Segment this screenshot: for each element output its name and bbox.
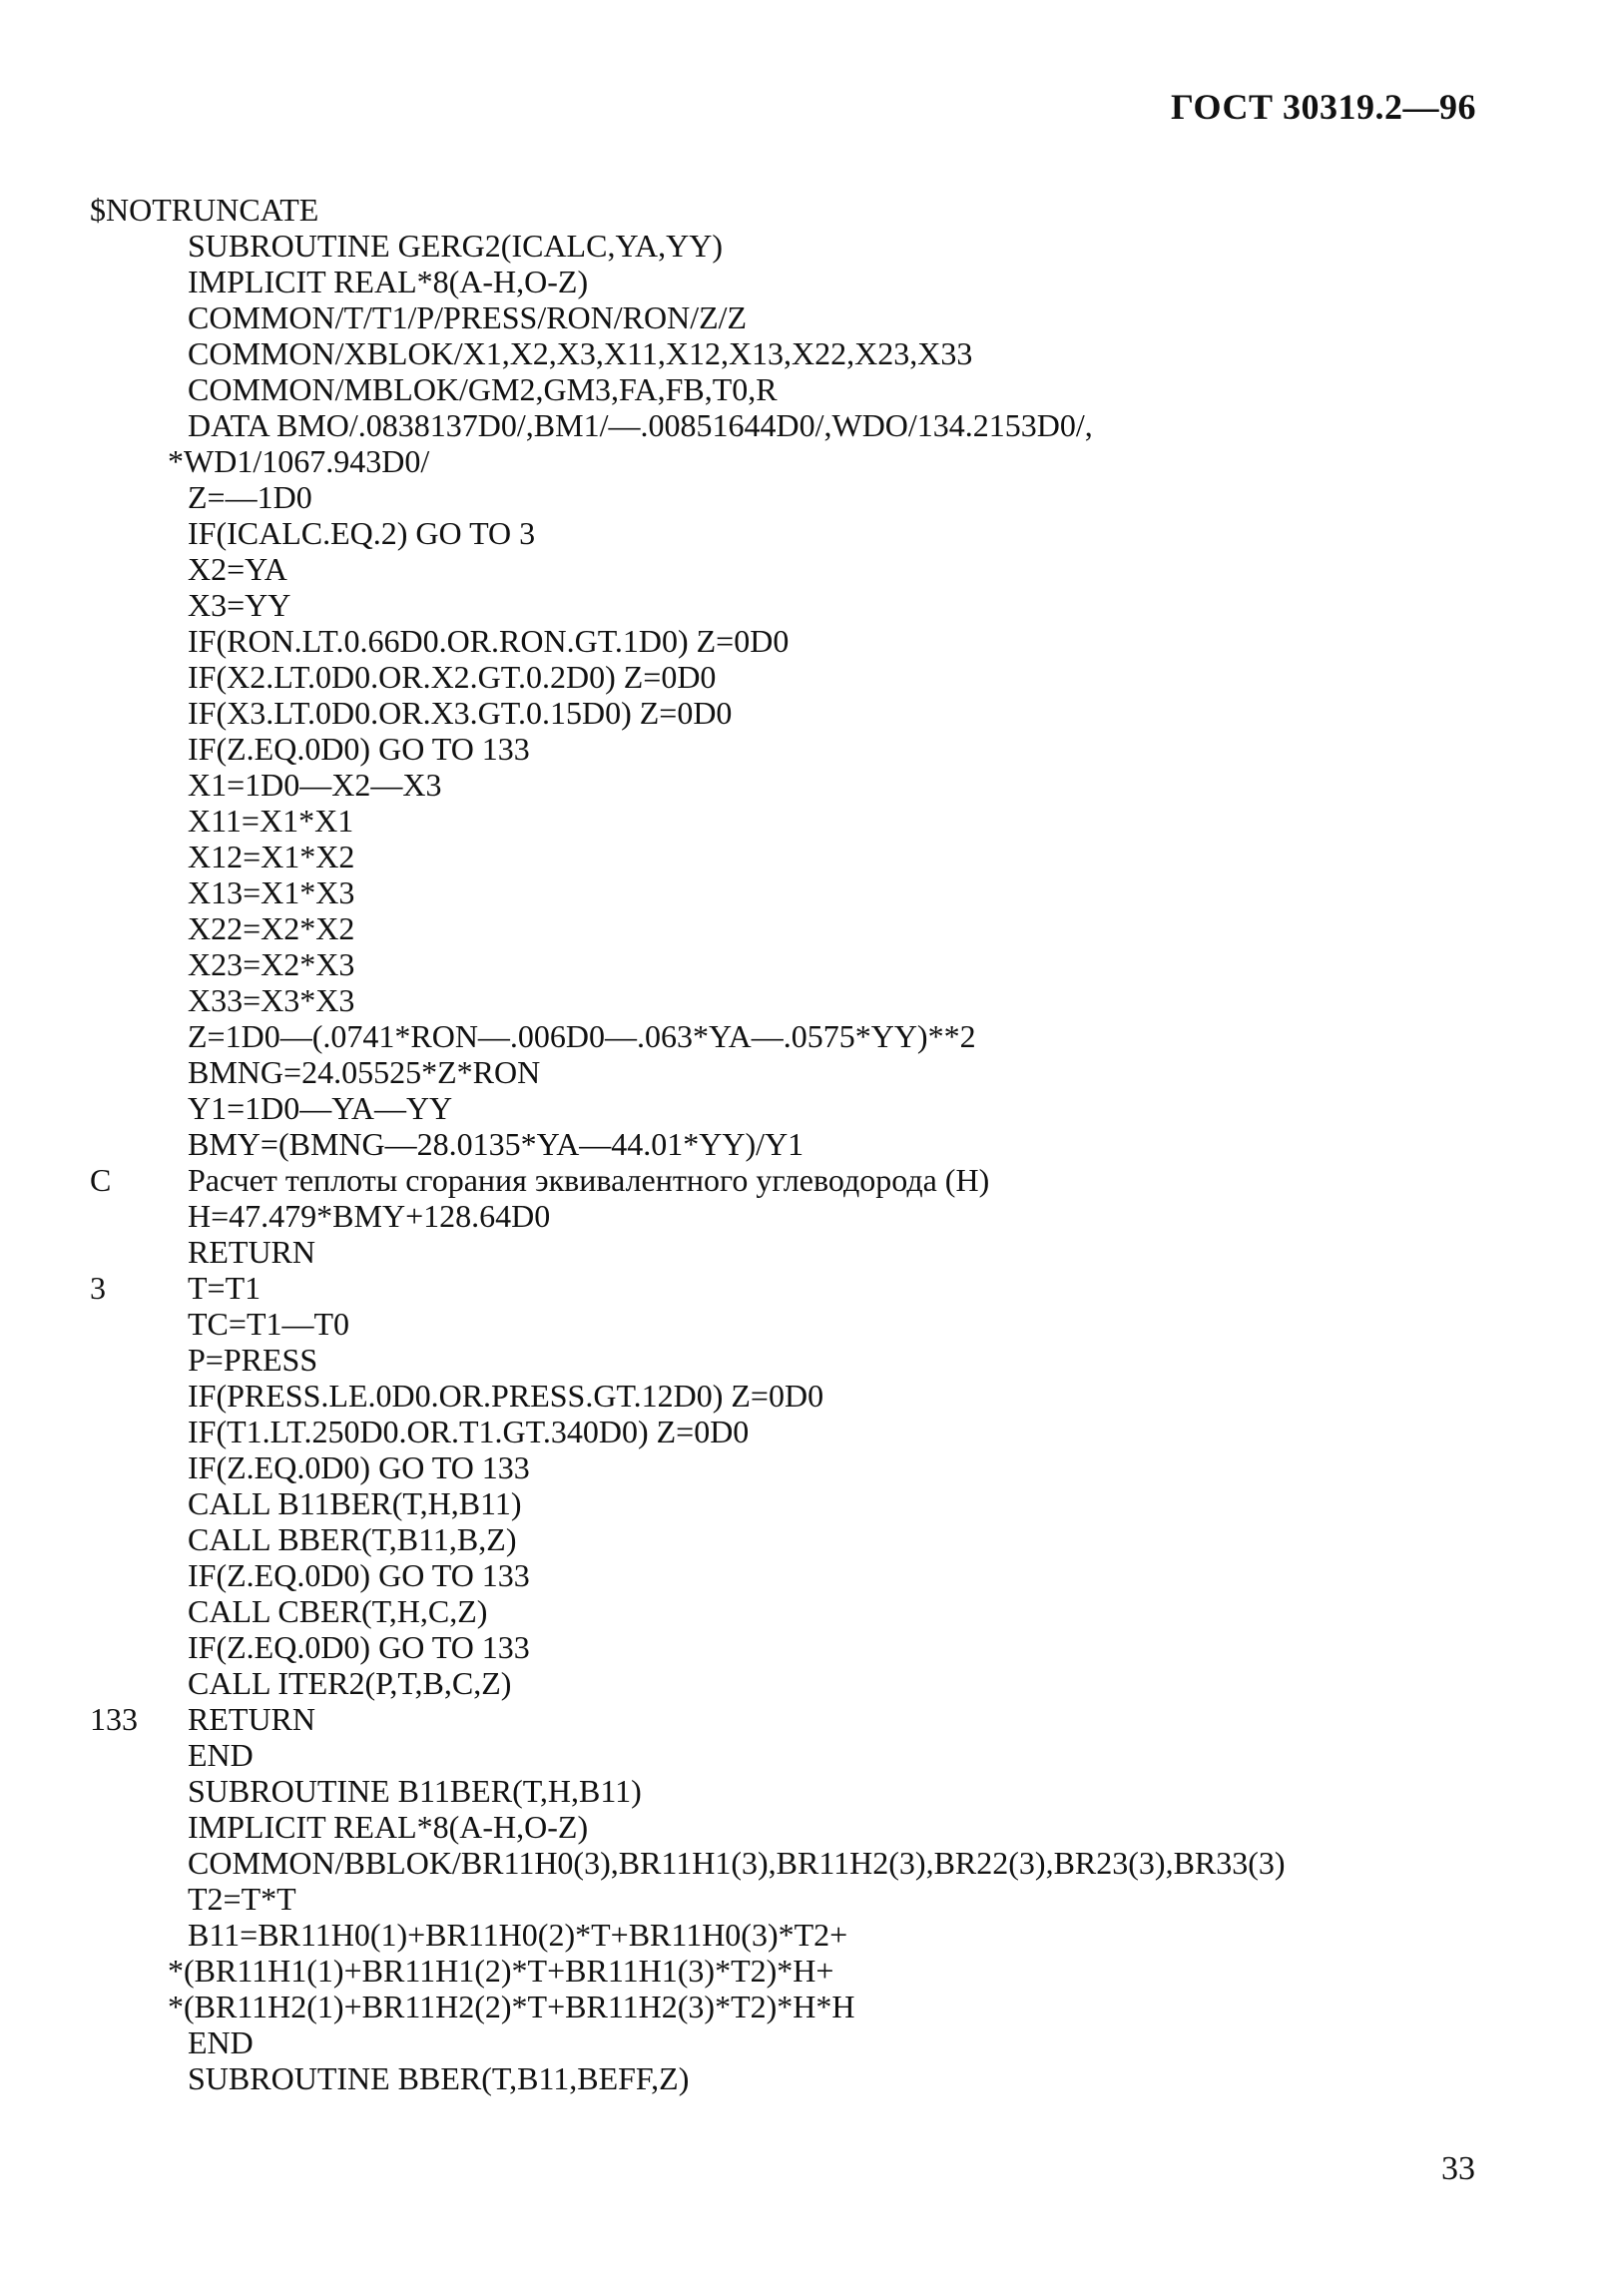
code-line [90,874,1540,910]
code-line [90,731,1540,767]
code-line [90,1917,1540,1953]
code-text: P=PRESS [188,1342,318,1378]
code-line [90,1881,1540,1917]
code-line [90,1234,1540,1270]
code-line [90,1054,1540,1090]
code-text: COMMON/XBLOK/X1,X2,X3,X11,X12,X13,X22,X23,X33 [188,335,973,371]
code-line [90,1342,1540,1378]
code-line [90,1018,1540,1054]
code-text: COMMON/T/T1/P/PRESS/RON/RON/Z/Z [188,299,748,335]
code-line [90,803,1540,839]
code-line [90,1090,1540,1126]
code-text: Y1=1D0—YA—YY [188,1090,453,1126]
code-line [90,335,1540,371]
code-line [90,623,1540,659]
code-text: X12=X1*X2 [188,839,355,874]
code-text: Z=1D0—(.0741*RON—.006D0—.063*YA—.0575*YY)**2 [188,1018,976,1054]
code-text: SUBROUTINE B11BER(T,H,B11) [188,1773,642,1809]
code-line [90,1701,1540,1737]
code-line [90,839,1540,874]
code-line [90,1449,1540,1485]
code-text: X2=YA [188,551,287,587]
code-line [90,1845,1540,1881]
code-text: IF(Z.EQ.0D0) GO TO 133 [188,1629,530,1665]
code-text: IF(RON.LT.0.66D0.OR.RON.GT.1D0) Z=0D0 [188,623,790,659]
code-line [90,695,1540,731]
code-line [90,407,1540,443]
code-text: IMPLICIT REAL*8(A-H,O-Z) [188,264,589,299]
code-line [90,910,1540,946]
code-line [90,192,1540,228]
code-line [90,1306,1540,1342]
code-text: IF(Z.EQ.0D0) GO TO 133 [188,1449,530,1485]
code-text: X33=X3*X3 [188,982,355,1018]
code-line [90,479,1540,515]
code-text: DATA BMO/.0838137D0/,BM1/—.00851644D0/,WDO/134.2153D0/, [188,407,1093,443]
code-text: T=T1 [188,1270,262,1306]
code-line [90,551,1540,587]
code-line [90,1737,1540,1773]
code-text: T2=T*T [188,1881,296,1917]
code-line [90,767,1540,803]
statement-label: 133 [90,1701,138,1737]
code-text: SUBROUTINE BBER(T,B11,BEFF,Z) [188,2060,690,2096]
code-line [90,659,1540,695]
code-line [90,1773,1540,1809]
code-line [90,1557,1540,1593]
code-text: *(BR11H1(1)+BR11H1(2)*T+BR11H1(3)*T2)*H+ [168,1953,834,1989]
code-text: END [188,1737,254,1773]
code-text: IF(T1.LT.250D0.OR.T1.GT.340D0) Z=0D0 [188,1414,750,1449]
code-line [90,1665,1540,1701]
code-line [90,515,1540,551]
code-text: X3=YY [188,587,291,623]
code-line [90,1198,1540,1234]
code-text: Z=—1D0 [188,479,312,515]
code-text: COMMON/BBLOK/BR11H0(3),BR11H1(3),BR11H2(3),BR22(3),BR23(3),BR33(3) [188,1845,1286,1881]
code-text: *(BR11H2(1)+BR11H2(2)*T+BR11H2(3)*T2)*H*H [168,1989,855,2024]
code-text: CALL ITER2(P,T,B,C,Z) [188,1665,512,1701]
code-line [90,587,1540,623]
code-text: IF(PRESS.LE.0D0.OR.PRESS.GT.12D0) Z=0D0 [188,1378,824,1414]
code-line [90,443,1540,479]
code-listing [90,192,1540,2096]
code-text: TC=T1—T0 [188,1306,350,1342]
code-text: B11=BR11H0(1)+BR11H0(2)*T+BR11H0(3)*T2+ [188,1917,848,1953]
code-text: Расчет теплоты сгорания эквивалентного углеводорода (Н) [188,1162,990,1198]
code-text: H=47.479*BMY+128.64D0 [188,1198,551,1234]
code-text: CALL B11BER(T,H,B11) [188,1485,522,1521]
code-text: $NOTRUNCATE [90,192,319,228]
code-line [90,1378,1540,1414]
code-text: BMNG=24.05525*Z*RON [188,1054,541,1090]
code-line [90,2060,1540,2096]
code-text: X11=X1*X1 [188,803,354,839]
code-text: CALL BBER(T,B11,B,Z) [188,1521,517,1557]
code-text: IF(X3.LT.0D0.OR.X3.GT.0.15D0) Z=0D0 [188,695,733,731]
code-text: X1=1D0—X2—X3 [188,767,442,803]
code-text: X13=X1*X3 [188,874,355,910]
statement-label: C [90,1162,112,1198]
code-line [90,1629,1540,1665]
code-line [90,1989,1540,2024]
code-text: RETURN [188,1234,315,1270]
code-text: COMMON/MBLOK/GM2,GM3,FA,FB,T0,R [188,371,778,407]
page-number: 33 [1441,2150,1475,2187]
code-line [90,264,1540,299]
code-text: SUBROUTINE GERG2(ICALC,YA,YY) [188,228,723,264]
code-line [90,1414,1540,1449]
code-text: IF(X2.LT.0D0.OR.X2.GT.0.2D0) Z=0D0 [188,659,717,695]
code-text: IF(Z.EQ.0D0) GO TO 133 [188,1557,530,1593]
code-line [90,1593,1540,1629]
code-text: X23=X2*X3 [188,946,355,982]
code-line [90,982,1540,1018]
code-line [90,2024,1540,2060]
code-text: X22=X2*X2 [188,910,355,946]
code-line [90,1521,1540,1557]
code-text: IMPLICIT REAL*8(A-H,O-Z) [188,1809,589,1845]
code-line [90,1126,1540,1162]
code-text: CALL CBER(T,H,C,Z) [188,1593,488,1629]
code-line [90,228,1540,264]
code-text: RETURN [188,1701,315,1737]
document-header: ГОСТ 30319.2—96 [1171,87,1476,127]
code-line [90,1809,1540,1845]
code-line [90,1162,1540,1198]
statement-label: 3 [90,1270,106,1306]
code-line [90,1270,1540,1306]
code-line [90,299,1540,335]
code-text: *WD1/1067.943D0/ [168,443,430,479]
code-line [90,1485,1540,1521]
code-line [90,371,1540,407]
code-text: IF(ICALC.EQ.2) GO TO 3 [188,515,536,551]
code-line [90,946,1540,982]
code-text: BMY=(BMNG—28.0135*YA—44.01*YY)/Y1 [188,1126,804,1162]
code-text: IF(Z.EQ.0D0) GO TO 133 [188,731,530,767]
code-text: END [188,2024,254,2060]
code-line [90,1953,1540,1989]
